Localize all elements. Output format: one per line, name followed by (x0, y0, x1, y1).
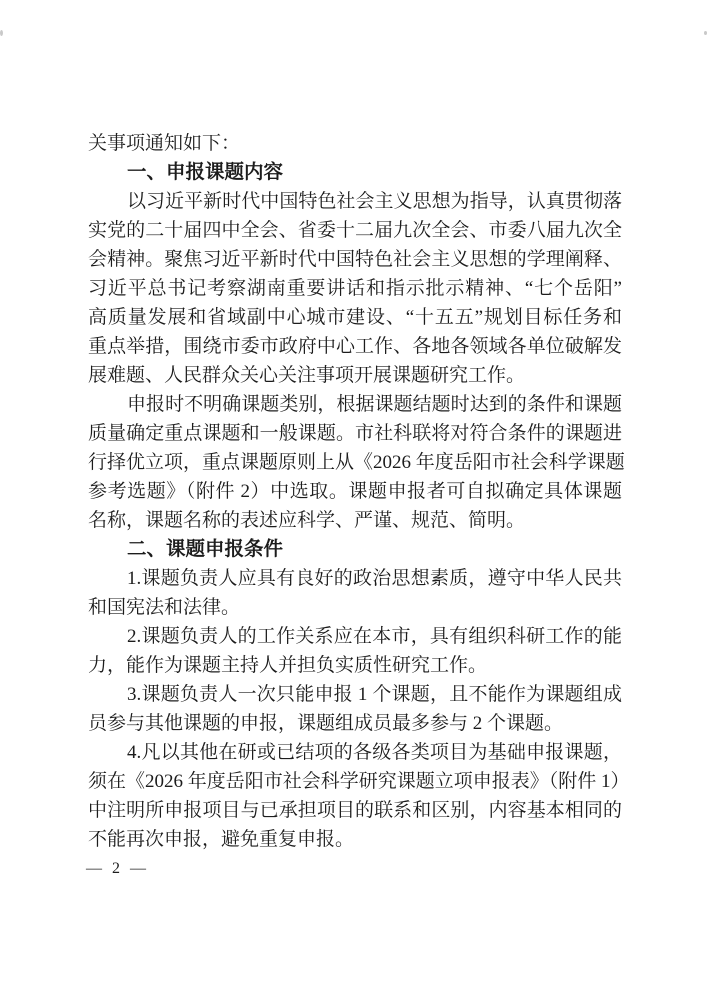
paragraph-line: 高质量发展和省域副中心城市建设、“十五五”规划目标任务和 (88, 307, 622, 328)
section-heading: 二、课题申报条件 (127, 538, 284, 560)
paragraph-line: 名称，课题名称的表述应科学、严谨、规范、简明。 (88, 510, 526, 531)
paragraph-line: 须在《2026 年度岳阳市社会科学研究课题立项申报表》（附件 1） (88, 771, 630, 792)
paragraph-line: 行择优立项，重点课题原则上从《2026 年度岳阳市社会科学课题 (88, 452, 625, 473)
document-body (88, 129, 630, 854)
paragraph-line: 1.课题负责人应具有良好的政治思想素质，遵守中华人民共 (127, 568, 622, 589)
paragraph-line: 力，能作为课题主持人并担负实质性研究工作。 (88, 655, 488, 676)
paragraph-line: 重点举措，围绕市委市政府中心工作、各地各领域各单位破解发 (88, 336, 622, 357)
paragraph-line: 关事项通知如下： (88, 133, 241, 154)
paragraph-line: 习近平总书记考察湖南重要讲话和指示批示精神、“七个岳阳” (88, 278, 622, 299)
section-heading: 一、申报课题内容 (127, 161, 284, 183)
paragraph-line: 质量确定重点课题和一般课题。市社科联将对符合条件的课题进 (88, 423, 622, 444)
paragraph-line: 2.课题负责人的工作关系应在本市，具有组织科研工作的能 (127, 626, 622, 647)
paragraph-line: 3.课题负责人一次只能申报 1 个课题，且不能作为课题组成 (127, 684, 622, 705)
page-number: — 2 — (86, 860, 149, 877)
paragraph-line: 4.凡以其他在研或已结项的各级各类项目为基础申报课题， (127, 742, 622, 763)
paragraph-line: 申报时不明确课题类别，根据课题结题时达到的条件和课题 (127, 394, 622, 415)
scan-artifact-speck (0, 30, 3, 36)
paragraph-line: 以习近平新时代中国特色社会主义思想为指导，认真贯彻落 (127, 191, 622, 212)
paragraph-line: 展难题、人民群众关心关注事项开展课题研究工作。 (88, 365, 526, 386)
paragraph-line: 会精神。聚焦习近平新时代中国特色社会主义思想的学理阐释、 (88, 249, 622, 270)
paragraph-line: 中注明所申报项目与已承担项目的联系和区别，内容基本相同的 (88, 800, 622, 821)
paragraph-line: 实党的二十届四中全会、省委十二届九次全会、市委八届九次全 (88, 220, 622, 241)
paragraph-line: 不能再次申报，避免重复申报。 (88, 829, 355, 850)
paragraph-line: 参考选题》（附件 2）中选取。课题申报者可自拟确定具体课题 (88, 481, 622, 502)
paragraph-line: 员参与其他课题的申报，课题组成员最多参与 2 个课题。 (88, 713, 564, 734)
paragraph-line: 和国宪法和法律。 (88, 597, 241, 618)
